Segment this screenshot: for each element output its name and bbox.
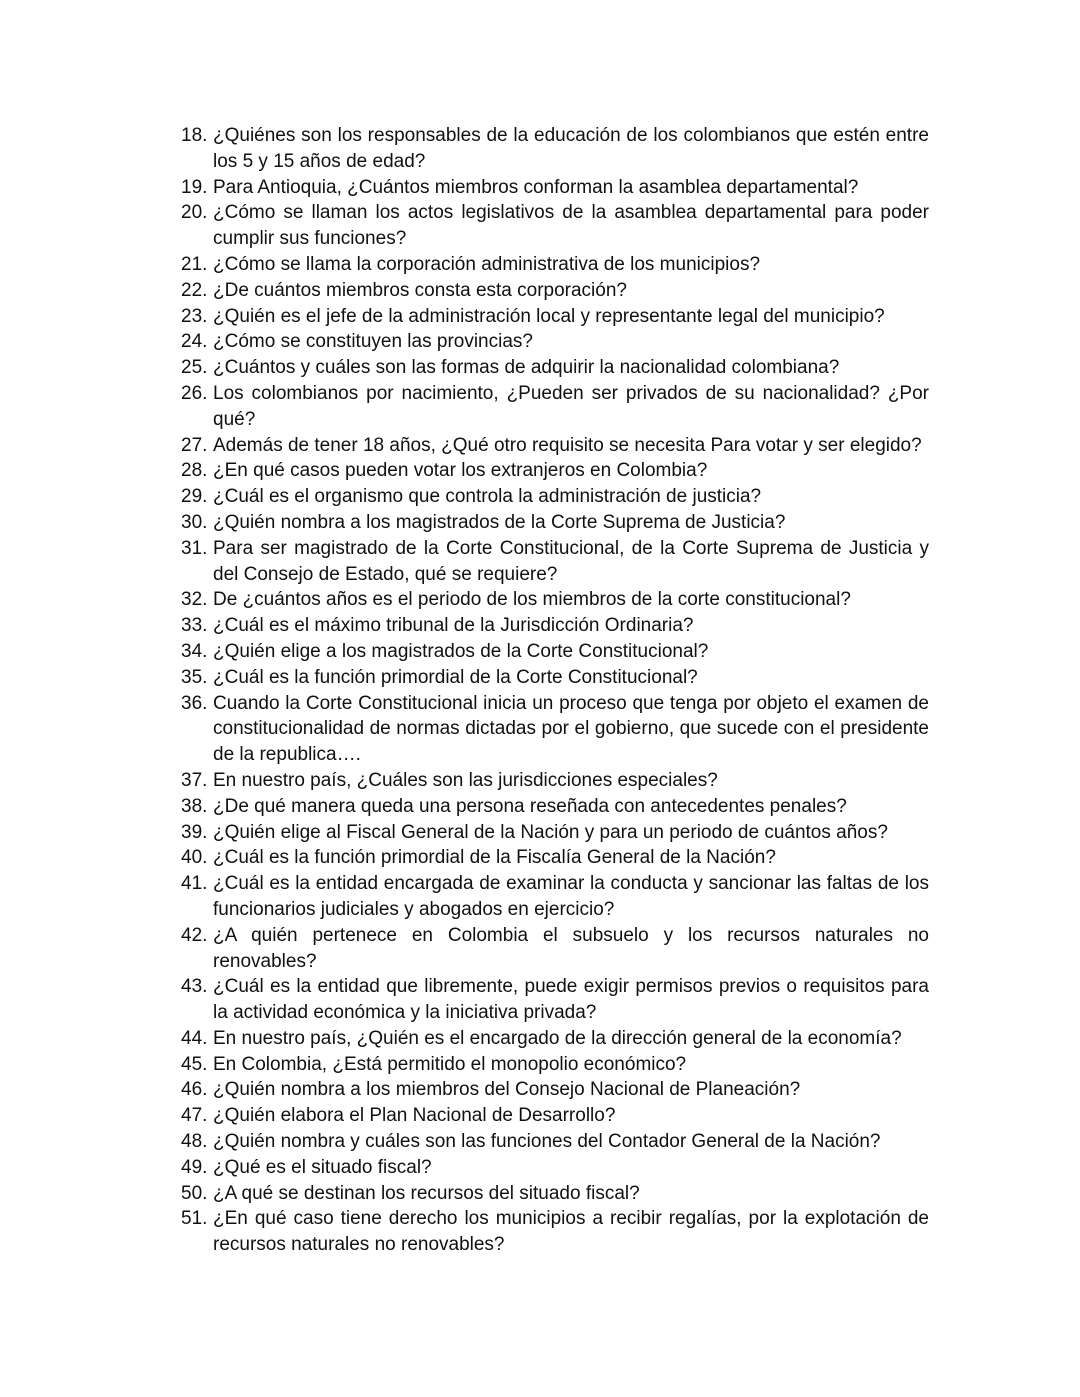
- question-text: ¿En qué caso tiene derecho los municipios a recibir regalías, por la explotación de recursos naturales no renovables?: [213, 1208, 929, 1256]
- question-text: ¿Cuál es la entidad que libremente, puede exigir permisos previos o requisitos para la actividad económica y la iniciativa privada?: [213, 976, 929, 1024]
- question-text: En nuestro país, ¿Quién es el encargado de la dirección general de la economía?: [213, 1027, 902, 1049]
- question-text: ¿A qué se destinan los recursos del situado fiscal?: [213, 1182, 640, 1204]
- question-number: 46.: [181, 1079, 208, 1101]
- question-number: 18.: [181, 125, 208, 146]
- question-item: [181, 1181, 929, 1207]
- question-number: 21.: [181, 253, 208, 275]
- question-text: ¿Quién nombra y cuáles son las funciones del Contador General de la Nación?: [213, 1131, 881, 1153]
- question-text: ¿Cuál es la función primordial de la Fiscalía General de la Nación?: [213, 847, 776, 869]
- question-number: 20.: [181, 202, 208, 224]
- question-number: 50.: [181, 1182, 208, 1204]
- question-item: [181, 1103, 929, 1129]
- question-number: 22.: [181, 279, 208, 301]
- question-item: [181, 587, 929, 613]
- question-text: ¿De qué manera queda una persona reseñada con antecedentes penales?: [213, 795, 847, 817]
- question-number: 28.: [181, 460, 208, 482]
- question-item: [181, 691, 929, 768]
- question-number: 47.: [181, 1105, 208, 1127]
- question-item: [181, 458, 929, 484]
- question-item: [181, 381, 929, 433]
- question-item: [181, 768, 929, 794]
- question-number: 38.: [181, 795, 208, 817]
- question-text: ¿Quién es el jefe de la administración local y representante legal del municipio?: [213, 305, 885, 327]
- question-item: [181, 355, 929, 381]
- question-text: Cuando la Corte Constitucional inicia un proceso que tenga por objeto el examen de constitucionalidad de normas dictadas por el gobierno, que sucede con el presidente de la republica….: [213, 692, 929, 766]
- question-item: [181, 252, 929, 278]
- question-number: 23.: [181, 305, 208, 327]
- question-number: 24.: [181, 331, 208, 353]
- question-text: ¿Quién elige a los magistrados de la Corte Constitucional?: [213, 640, 709, 662]
- question-text: ¿Cuál es la entidad encargada de examinar la conducta y sancionar las faltas de los funcionarios judiciales y abogados en ejercicio?: [213, 873, 929, 920]
- question-text: En nuestro país, ¿Cuáles son las jurisdicciones especiales?: [213, 769, 718, 791]
- question-number: 44.: [181, 1027, 208, 1049]
- question-text: Para ser magistrado de la Corte Constitucional, de la Corte Suprema de Justicia y del Consejo de Estado, qué se requiere?: [213, 537, 929, 585]
- question-text: ¿Cuál es el organismo que controla la administración de justicia?: [213, 486, 762, 508]
- question-item: [181, 639, 929, 665]
- question-item: [181, 1077, 929, 1103]
- question-number: 43.: [181, 976, 208, 998]
- question-number: 48.: [181, 1131, 208, 1153]
- question-text: De ¿cuántos años es el periodo de los miembros de la corte constitucional?: [213, 589, 851, 611]
- question-text: ¿Quién nombra a los magistrados de la Corte Suprema de Justicia?: [213, 511, 786, 533]
- question-number: 29.: [181, 486, 208, 508]
- question-number: 32.: [181, 589, 208, 611]
- question-item: [181, 484, 929, 510]
- question-item: [181, 845, 929, 871]
- question-number: 37.: [181, 769, 208, 791]
- question-item: [181, 794, 929, 820]
- question-number: 42.: [181, 924, 208, 946]
- question-text: ¿Cómo se constituyen las provincias?: [213, 331, 533, 353]
- question-number: 36.: [181, 692, 208, 714]
- question-number: 30.: [181, 511, 208, 533]
- question-number: 27.: [181, 434, 208, 456]
- question-number: 39.: [181, 821, 208, 843]
- question-item: [181, 923, 929, 975]
- question-item: [181, 974, 929, 1026]
- question-text: ¿Quién nombra a los miembros del Consejo Nacional de Planeación?: [213, 1079, 801, 1101]
- question-number: 25.: [181, 357, 208, 379]
- question-text: ¿Quién elabora el Plan Nacional de Desarrollo?: [213, 1105, 616, 1127]
- question-text: Para Antioquia, ¿Cuántos miembros conforman la asamblea departamental?: [213, 176, 859, 198]
- question-text: ¿A quién pertenece en Colombia el subsuelo y los recursos naturales no renovables?: [213, 924, 929, 972]
- question-item: [181, 433, 929, 459]
- question-text: ¿De cuántos miembros consta esta corporación?: [213, 279, 627, 301]
- question-number: 31.: [181, 537, 208, 559]
- question-item: [181, 1026, 929, 1052]
- question-item: [181, 123, 929, 175]
- question-number: 45.: [181, 1053, 208, 1075]
- question-number: 26.: [181, 382, 208, 404]
- question-item: [181, 200, 929, 252]
- question-text: ¿Qué es el situado fiscal?: [213, 1156, 432, 1178]
- question-item: [181, 1155, 929, 1181]
- question-item: [181, 665, 929, 691]
- question-number: 34.: [181, 640, 208, 662]
- question-item: [181, 1052, 929, 1078]
- question-number: 51.: [181, 1208, 208, 1230]
- question-item: [181, 278, 929, 304]
- question-number: 33.: [181, 615, 208, 637]
- question-text: ¿Cuál es la función primordial de la Corte Constitucional?: [213, 666, 698, 688]
- question-number: 41.: [181, 873, 208, 895]
- question-item: [181, 329, 929, 355]
- question-number: 19.: [181, 176, 208, 198]
- question-item: [181, 175, 929, 201]
- question-list: [181, 123, 929, 1258]
- question-item: [181, 536, 929, 588]
- question-text: ¿Quiénes son los responsables de la educación de los colombianos que estén entre los 5 y 15 años de edad?: [213, 125, 929, 172]
- question-text: ¿Cómo se llaman los actos legislativos de la asamblea departamental para poder cumplir sus funciones?: [213, 202, 929, 250]
- question-text: Además de tener 18 años, ¿Qué otro requisito se necesita Para votar y ser elegido?: [213, 434, 922, 456]
- question-text: ¿En qué casos pueden votar los extranjeros en Colombia?: [213, 460, 708, 482]
- question-item: [181, 820, 929, 846]
- question-number: 35.: [181, 666, 208, 688]
- question-item: [181, 304, 929, 330]
- question-item: [181, 510, 929, 536]
- question-text: ¿Cuántos y cuáles son las formas de adquirir la nacionalidad colombiana?: [213, 357, 840, 379]
- question-text: ¿Quién elige al Fiscal General de la Nación y para un periodo de cuántos años?: [213, 821, 888, 843]
- question-number: 49.: [181, 1156, 208, 1178]
- question-item: [181, 1129, 929, 1155]
- question-item: [181, 613, 929, 639]
- question-text: En Colombia, ¿Está permitido el monopolio económico?: [213, 1053, 687, 1075]
- question-item: [181, 1206, 929, 1258]
- question-item: [181, 871, 929, 923]
- question-text: ¿Cómo se llama la corporación administrativa de los municipios?: [213, 253, 761, 275]
- question-text: Los colombianos por nacimiento, ¿Pueden ser privados de su nacionalidad? ¿Por qué?: [213, 382, 929, 430]
- question-number: 40.: [181, 847, 208, 869]
- question-text: ¿Cuál es el máximo tribunal de la Jurisdicción Ordinaria?: [213, 615, 694, 637]
